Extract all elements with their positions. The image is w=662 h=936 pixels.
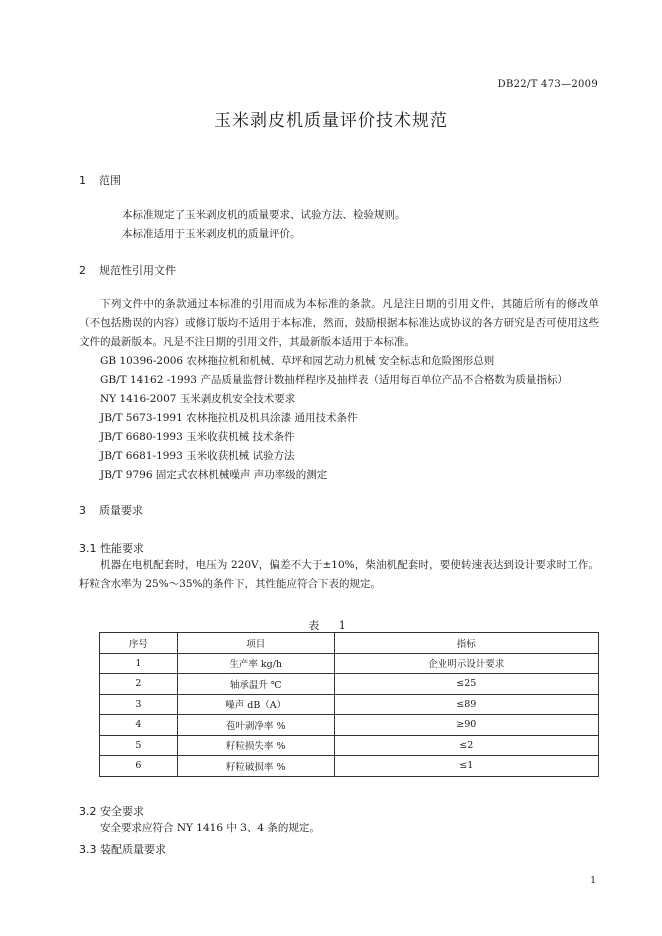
scope-line-2: 本标准适用于玉米剥皮机的质量评价。 <box>122 228 301 240</box>
section-title: 质量要求 <box>99 504 143 517</box>
table-cell: 2 <box>100 674 178 695</box>
table-cell: 3 <box>100 694 178 715</box>
table-row <box>100 756 599 777</box>
scope-line-1: 本标准规定了玉米剥皮机的质量要求、试验方法、检验规则。 <box>122 209 406 221</box>
table-row <box>100 674 599 695</box>
table-cell: 轴承温升 ℃ <box>177 674 334 695</box>
reference-item: GB 10396-2006 农林拖拉机和机械、草坪和园艺动力机械 安全标志和危险图形总则 <box>100 355 495 367</box>
section-number: 2 <box>79 264 86 277</box>
table-cell: 生产率 kg/h <box>177 653 334 674</box>
section-3-heading <box>79 502 143 518</box>
table-cell: 籽粒破损率 % <box>177 756 334 777</box>
table-row <box>100 653 599 674</box>
table-cell: ≤25 <box>334 674 598 695</box>
table-cell: ≤2 <box>334 735 598 756</box>
table-cell: ≤1 <box>334 756 598 777</box>
table-cell: 4 <box>100 715 178 736</box>
table-cell: ≥90 <box>334 715 598 736</box>
table-cell: ≤89 <box>334 694 598 715</box>
table-cell: 6 <box>100 756 178 777</box>
reference-item: JB/T 6681-1993 玉米收获机械 试验方法 <box>100 450 295 462</box>
subsection-3-2-heading: 3.2 安全要求 <box>79 805 144 818</box>
reference-item: JB/T 6680-1993 玉米收获机械 技术条件 <box>100 431 295 443</box>
subsection-3-1-heading: 3.1 性能要求 <box>79 542 144 555</box>
column-header: 序号 <box>100 633 178 654</box>
table-row <box>100 715 599 736</box>
subsection-3-3-heading: 3.3 装配质量要求 <box>79 843 166 856</box>
safety-requirements-text: 安全要求应符合 NY 1416 中 3、4 条的规定。 <box>100 822 320 834</box>
column-header: 指标 <box>334 633 598 654</box>
section-title: 规范性引用文件 <box>99 264 176 277</box>
document-code: DB22/T 473—2009 <box>497 79 598 90</box>
table-cell: 企业明示设计要求 <box>334 653 598 674</box>
section-2-heading <box>79 262 176 278</box>
reference-item: GB/T 14162 -1993 产品质量监督计数抽样程序及抽样表（适用每百单位产品不合格数为质量指标） <box>100 374 568 386</box>
table-header-row <box>100 633 599 654</box>
column-header: 项目 <box>177 633 334 654</box>
document-title: 玉米剥皮机质量评价技术规范 <box>214 111 448 131</box>
performance-table <box>99 632 599 777</box>
table-cell: 噪声 dB（A） <box>177 694 334 715</box>
references-intro: 下列文件中的条款通过本标准的引用而成为本标准的条款。凡是注日期的引用文件，其随后所有的修改单（不包括勘误的内容）或修订版均不适用于本标准，然而，鼓励根据本标准达成协议的各方研究是否可使用这些文件的最新版本。凡是不注日期的引用文件，其最新版本适用于本标准。 <box>79 298 599 348</box>
table-caption: 表 1 <box>308 619 354 632</box>
section-number: 1 <box>79 174 86 187</box>
reference-item: JB/T 5673-1991 农林拖拉机及机具涂漆 通用技术条件 <box>100 412 358 424</box>
page-number: 1 <box>590 876 596 886</box>
section-1-heading <box>79 172 121 188</box>
reference-item: JB/T 9796 固定式农林机械噪声 声功率级的测定 <box>100 469 328 481</box>
table-cell: 1 <box>100 653 178 674</box>
section-title: 范围 <box>99 174 121 187</box>
table-cell: 苞叶剥净率 % <box>177 715 334 736</box>
reference-item: NY 1416-2007 玉米剥皮机安全技术要求 <box>100 393 296 405</box>
table-row <box>100 735 599 756</box>
performance-requirements-text: 机器在电机配套时，电压为 220V，偏差不大于±10%，柴油机配套时，要使转速表达到设计要求时工作。籽粒含水率为 25%～35%的条件下，其性能应符合下表的规定。 <box>79 559 599 590</box>
table-cell: 籽粒损失率 % <box>177 735 334 756</box>
section-number: 3 <box>79 504 86 517</box>
table-row <box>100 694 599 715</box>
table-cell: 5 <box>100 735 178 756</box>
